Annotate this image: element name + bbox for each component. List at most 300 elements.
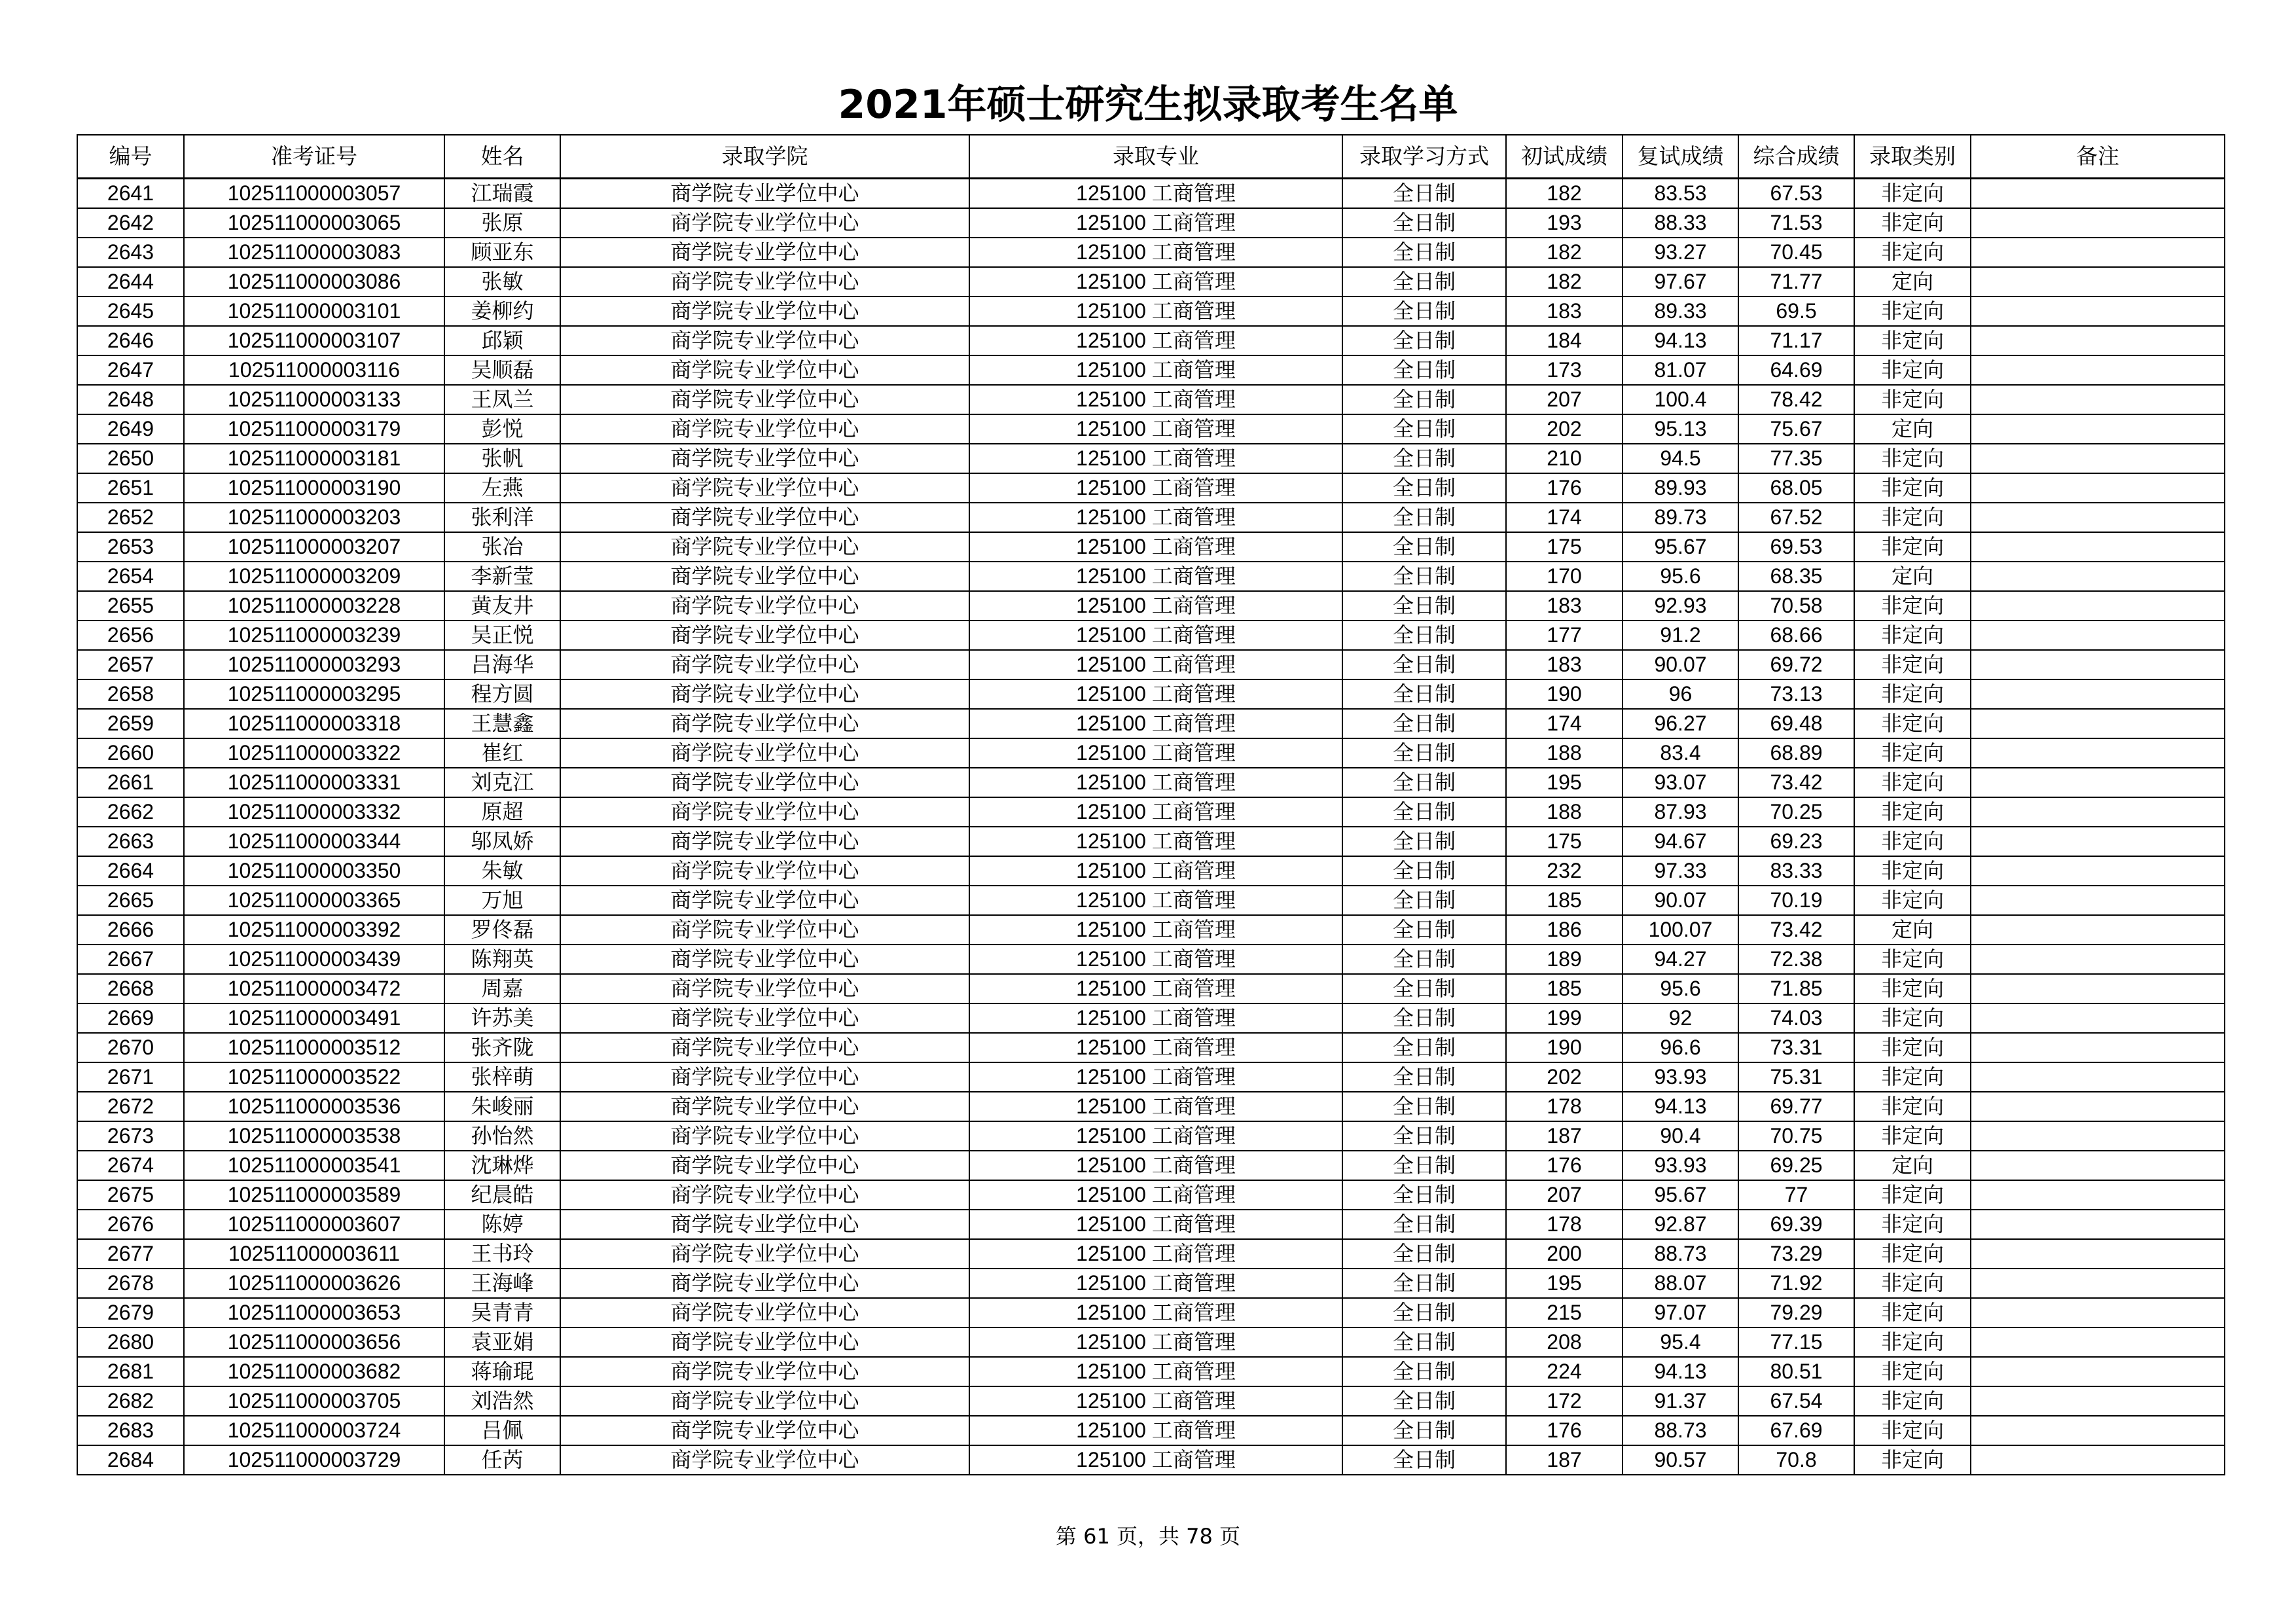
cell-category: 非定向 (1854, 385, 1971, 414)
cell-retest-score: 100.4 (1623, 385, 1738, 414)
cell-remarks (1971, 856, 2225, 886)
cell-college: 商学院专业学位中心 (560, 1416, 969, 1445)
cell-name: 张原 (444, 208, 560, 238)
table-header-row (77, 135, 2225, 179)
cell-college: 商学院专业学位中心 (560, 532, 969, 562)
cell-exam-id: 102511000003107 (184, 326, 444, 355)
cell-retest-score: 92.87 (1623, 1210, 1738, 1239)
cell-college: 商学院专业学位中心 (560, 1210, 969, 1239)
cell-category: 非定向 (1854, 1416, 1971, 1445)
cell-initial-score: 170 (1506, 562, 1623, 591)
cell-category: 定向 (1854, 915, 1971, 945)
cell-index: 2660 (77, 738, 184, 768)
header-category: 录取类别 (1854, 135, 1971, 179)
page-footer: 第 61 页，共 78 页 (1055, 1524, 1241, 1549)
cell-remarks (1971, 532, 2225, 562)
cell-retest-score: 97.33 (1623, 856, 1738, 886)
cell-college: 商学院专业学位中心 (560, 1092, 969, 1121)
cell-remarks (1971, 562, 2225, 591)
cell-name: 张利洋 (444, 503, 560, 532)
cell-study-mode: 全日制 (1342, 679, 1506, 709)
cell-major: 125100 工商管理 (969, 856, 1342, 886)
cell-major: 125100 工商管理 (969, 179, 1342, 209)
cell-study-mode: 全日制 (1342, 915, 1506, 945)
table-row (77, 1210, 2225, 1239)
cell-index: 2678 (77, 1269, 184, 1298)
cell-initial-score: 210 (1506, 444, 1623, 473)
cell-college: 商学院专业学位中心 (560, 297, 969, 326)
cell-initial-score: 178 (1506, 1092, 1623, 1121)
cell-category: 定向 (1854, 1151, 1971, 1180)
cell-exam-id: 102511000003439 (184, 945, 444, 974)
cell-college: 商学院专业学位中心 (560, 326, 969, 355)
cell-exam-id: 102511000003653 (184, 1298, 444, 1327)
cell-category: 非定向 (1854, 621, 1971, 650)
cell-name: 吴青青 (444, 1298, 560, 1327)
cell-college: 商学院专业学位中心 (560, 444, 969, 473)
cell-category: 非定向 (1854, 1386, 1971, 1416)
cell-study-mode: 全日制 (1342, 267, 1506, 297)
cell-initial-score: 215 (1506, 1298, 1623, 1327)
cell-total-score: 73.42 (1738, 768, 1854, 797)
cell-retest-score: 88.33 (1623, 208, 1738, 238)
cell-retest-score: 96 (1623, 679, 1738, 709)
cell-major: 125100 工商管理 (969, 1003, 1342, 1033)
cell-index: 2669 (77, 1003, 184, 1033)
cell-college: 商学院专业学位中心 (560, 650, 969, 679)
cell-total-score: 70.8 (1738, 1445, 1854, 1475)
cell-exam-id: 102511000003203 (184, 503, 444, 532)
cell-total-score: 69.77 (1738, 1092, 1854, 1121)
table-row (77, 827, 2225, 856)
header-major: 录取专业 (969, 135, 1342, 179)
cell-retest-score: 94.5 (1623, 444, 1738, 473)
header-study-mode: 录取学习方式 (1342, 135, 1506, 179)
table-row (77, 1445, 2225, 1475)
cell-name: 江瑞霞 (444, 179, 560, 209)
cell-college: 商学院专业学位中心 (560, 503, 969, 532)
cell-name: 许苏美 (444, 1003, 560, 1033)
cell-study-mode: 全日制 (1342, 827, 1506, 856)
cell-major: 125100 工商管理 (969, 562, 1342, 591)
cell-college: 商学院专业学位中心 (560, 1327, 969, 1357)
cell-exam-id: 102511000003522 (184, 1062, 444, 1092)
cell-category: 非定向 (1854, 1062, 1971, 1092)
cell-total-score: 73.31 (1738, 1033, 1854, 1062)
header-total-score: 综合成绩 (1738, 135, 1854, 179)
cell-retest-score: 83.4 (1623, 738, 1738, 768)
cell-total-score: 69.72 (1738, 650, 1854, 679)
cell-name: 顾亚东 (444, 238, 560, 267)
cell-remarks (1971, 1269, 2225, 1298)
cell-remarks (1971, 1003, 2225, 1033)
header-initial-score: 初试成绩 (1506, 135, 1623, 179)
cell-exam-id: 102511000003724 (184, 1416, 444, 1445)
cell-retest-score: 92 (1623, 1003, 1738, 1033)
cell-study-mode: 全日制 (1342, 650, 1506, 679)
cell-retest-score: 94.13 (1623, 1092, 1738, 1121)
cell-name: 王书玲 (444, 1239, 560, 1269)
table-row (77, 886, 2225, 915)
cell-name: 孙怡然 (444, 1121, 560, 1151)
cell-category: 非定向 (1854, 238, 1971, 267)
cell-college: 商学院专业学位中心 (560, 886, 969, 915)
cell-index: 2648 (77, 385, 184, 414)
cell-exam-id: 102511000003656 (184, 1327, 444, 1357)
cell-remarks (1971, 827, 2225, 856)
cell-index: 2645 (77, 297, 184, 326)
cell-retest-score: 93.07 (1623, 768, 1738, 797)
cell-college: 商学院专业学位中心 (560, 738, 969, 768)
cell-index: 2662 (77, 797, 184, 827)
table-row (77, 414, 2225, 444)
cell-major: 125100 工商管理 (969, 532, 1342, 562)
cell-name: 陈翔英 (444, 945, 560, 974)
cell-major: 125100 工商管理 (969, 797, 1342, 827)
cell-category: 非定向 (1854, 208, 1971, 238)
cell-college: 商学院专业学位中心 (560, 1180, 969, 1210)
cell-name: 蒋瑜琨 (444, 1357, 560, 1386)
cell-major: 125100 工商管理 (969, 738, 1342, 768)
cell-initial-score: 183 (1506, 297, 1623, 326)
cell-initial-score: 202 (1506, 1062, 1623, 1092)
cell-remarks (1971, 768, 2225, 797)
cell-name: 程方圆 (444, 679, 560, 709)
cell-name: 吴顺磊 (444, 355, 560, 385)
cell-initial-score: 176 (1506, 1151, 1623, 1180)
table-row (77, 974, 2225, 1003)
cell-initial-score: 182 (1506, 267, 1623, 297)
cell-major: 125100 工商管理 (969, 621, 1342, 650)
cell-study-mode: 全日制 (1342, 797, 1506, 827)
cell-major: 125100 工商管理 (969, 326, 1342, 355)
cell-major: 125100 工商管理 (969, 473, 1342, 503)
cell-remarks (1971, 1151, 2225, 1180)
cell-college: 商学院专业学位中心 (560, 621, 969, 650)
cell-college: 商学院专业学位中心 (560, 974, 969, 1003)
cell-index: 2671 (77, 1062, 184, 1092)
cell-category: 非定向 (1854, 738, 1971, 768)
cell-total-score: 68.66 (1738, 621, 1854, 650)
cell-index: 2652 (77, 503, 184, 532)
cell-index: 2642 (77, 208, 184, 238)
header-name: 姓名 (444, 135, 560, 179)
cell-college: 商学院专业学位中心 (560, 797, 969, 827)
cell-name: 李新莹 (444, 562, 560, 591)
cell-name: 朱峻丽 (444, 1092, 560, 1121)
cell-major: 125100 工商管理 (969, 1151, 1342, 1180)
cell-category: 非定向 (1854, 1239, 1971, 1269)
cell-initial-score: 174 (1506, 709, 1623, 738)
cell-remarks (1971, 945, 2225, 974)
cell-total-score: 77.15 (1738, 1327, 1854, 1357)
cell-index: 2673 (77, 1121, 184, 1151)
cell-major: 125100 工商管理 (969, 414, 1342, 444)
cell-category: 非定向 (1854, 768, 1971, 797)
cell-major: 125100 工商管理 (969, 1357, 1342, 1386)
cell-initial-score: 185 (1506, 974, 1623, 1003)
cell-remarks (1971, 1327, 2225, 1357)
cell-remarks (1971, 738, 2225, 768)
cell-category: 非定向 (1854, 179, 1971, 209)
cell-initial-score: 202 (1506, 414, 1623, 444)
cell-study-mode: 全日制 (1342, 414, 1506, 444)
cell-index: 2665 (77, 886, 184, 915)
cell-remarks (1971, 179, 2225, 209)
cell-total-score: 78.42 (1738, 385, 1854, 414)
cell-initial-score: 184 (1506, 326, 1623, 355)
table-row (77, 1180, 2225, 1210)
cell-remarks (1971, 1416, 2225, 1445)
cell-index: 2656 (77, 621, 184, 650)
cell-remarks (1971, 1239, 2225, 1269)
cell-index: 2643 (77, 238, 184, 267)
cell-exam-id: 102511000003344 (184, 827, 444, 856)
cell-category: 非定向 (1854, 1357, 1971, 1386)
cell-college: 商学院专业学位中心 (560, 1386, 969, 1416)
cell-study-mode: 全日制 (1342, 886, 1506, 915)
cell-retest-score: 90.07 (1623, 886, 1738, 915)
table-row (77, 738, 2225, 768)
cell-retest-score: 92.93 (1623, 591, 1738, 621)
cell-initial-score: 182 (1506, 179, 1623, 209)
cell-total-score: 69.39 (1738, 1210, 1854, 1239)
table-row (77, 1121, 2225, 1151)
cell-category: 非定向 (1854, 856, 1971, 886)
cell-remarks (1971, 1298, 2225, 1327)
cell-remarks (1971, 326, 2225, 355)
cell-category: 定向 (1854, 414, 1971, 444)
cell-category: 非定向 (1854, 886, 1971, 915)
cell-exam-id: 102511000003318 (184, 709, 444, 738)
cell-study-mode: 全日制 (1342, 1239, 1506, 1269)
cell-index: 2682 (77, 1386, 184, 1416)
cell-name: 罗佟磊 (444, 915, 560, 945)
cell-category: 非定向 (1854, 1121, 1971, 1151)
cell-study-mode: 全日制 (1342, 1151, 1506, 1180)
table-row (77, 1151, 2225, 1180)
table-row (77, 1298, 2225, 1327)
cell-college: 商学院专业学位中心 (560, 1239, 969, 1269)
cell-index: 2680 (77, 1327, 184, 1357)
cell-college: 商学院专业学位中心 (560, 473, 969, 503)
cell-total-score: 77 (1738, 1180, 1854, 1210)
cell-exam-id: 102511000003207 (184, 532, 444, 562)
cell-category: 非定向 (1854, 326, 1971, 355)
cell-retest-score: 95.67 (1623, 532, 1738, 562)
table-row (77, 915, 2225, 945)
cell-initial-score: 172 (1506, 1386, 1623, 1416)
cell-total-score: 68.05 (1738, 473, 1854, 503)
cell-study-mode: 全日制 (1342, 532, 1506, 562)
cell-major: 125100 工商管理 (969, 1445, 1342, 1475)
table-row (77, 1269, 2225, 1298)
table-row (77, 856, 2225, 886)
cell-exam-id: 102511000003350 (184, 856, 444, 886)
cell-exam-id: 102511000003536 (184, 1092, 444, 1121)
cell-study-mode: 全日制 (1342, 621, 1506, 650)
cell-category: 非定向 (1854, 355, 1971, 385)
cell-category: 非定向 (1854, 297, 1971, 326)
table-row (77, 1003, 2225, 1033)
cell-total-score: 71.77 (1738, 267, 1854, 297)
cell-major: 125100 工商管理 (969, 385, 1342, 414)
cell-initial-score: 174 (1506, 503, 1623, 532)
cell-name: 朱敏 (444, 856, 560, 886)
cell-retest-score: 97.07 (1623, 1298, 1738, 1327)
cell-study-mode: 全日制 (1342, 238, 1506, 267)
cell-initial-score: 199 (1506, 1003, 1623, 1033)
cell-retest-score: 95.6 (1623, 974, 1738, 1003)
cell-remarks (1971, 1445, 2225, 1475)
cell-retest-score: 95.4 (1623, 1327, 1738, 1357)
cell-major: 125100 工商管理 (969, 1416, 1342, 1445)
cell-major: 125100 工商管理 (969, 945, 1342, 974)
cell-retest-score: 95.67 (1623, 1180, 1738, 1210)
cell-retest-score: 90.07 (1623, 650, 1738, 679)
cell-remarks (1971, 679, 2225, 709)
cell-exam-id: 102511000003181 (184, 444, 444, 473)
cell-college: 商学院专业学位中心 (560, 1062, 969, 1092)
cell-category: 非定向 (1854, 945, 1971, 974)
cell-remarks (1971, 974, 2225, 1003)
cell-retest-score: 95.13 (1623, 414, 1738, 444)
cell-major: 125100 工商管理 (969, 1239, 1342, 1269)
cell-remarks (1971, 650, 2225, 679)
cell-index: 2658 (77, 679, 184, 709)
cell-major: 125100 工商管理 (969, 886, 1342, 915)
cell-exam-id: 102511000003116 (184, 355, 444, 385)
cell-retest-score: 94.13 (1623, 326, 1738, 355)
cell-exam-id: 102511000003332 (184, 797, 444, 827)
table-row (77, 1239, 2225, 1269)
cell-study-mode: 全日制 (1342, 355, 1506, 385)
cell-name: 陈婷 (444, 1210, 560, 1239)
cell-total-score: 69.53 (1738, 532, 1854, 562)
cell-major: 125100 工商管理 (969, 827, 1342, 856)
cell-college: 商学院专业学位中心 (560, 238, 969, 267)
cell-retest-score: 91.2 (1623, 621, 1738, 650)
cell-total-score: 70.19 (1738, 886, 1854, 915)
cell-college: 商学院专业学位中心 (560, 1003, 969, 1033)
cell-study-mode: 全日制 (1342, 945, 1506, 974)
cell-index: 2659 (77, 709, 184, 738)
page-title: 2021年硕士研究生拟录取考生名单 (838, 82, 1458, 128)
cell-remarks (1971, 591, 2225, 621)
cell-exam-id: 102511000003228 (184, 591, 444, 621)
cell-name: 王慧鑫 (444, 709, 560, 738)
cell-exam-id: 102511000003626 (184, 1269, 444, 1298)
cell-retest-score: 87.93 (1623, 797, 1738, 827)
cell-category: 非定向 (1854, 1327, 1971, 1357)
cell-total-score: 70.58 (1738, 591, 1854, 621)
cell-initial-score: 173 (1506, 355, 1623, 385)
cell-total-score: 69.48 (1738, 709, 1854, 738)
cell-initial-score: 175 (1506, 827, 1623, 856)
cell-retest-score: 95.6 (1623, 562, 1738, 591)
cell-total-score: 73.42 (1738, 915, 1854, 945)
cell-remarks (1971, 444, 2225, 473)
cell-initial-score: 176 (1506, 473, 1623, 503)
cell-name: 张帆 (444, 444, 560, 473)
cell-exam-id: 102511000003538 (184, 1121, 444, 1151)
cell-college: 商学院专业学位中心 (560, 562, 969, 591)
cell-study-mode: 全日制 (1342, 1445, 1506, 1475)
cell-index: 2670 (77, 1033, 184, 1062)
cell-total-score: 72.38 (1738, 945, 1854, 974)
cell-exam-id: 102511000003729 (184, 1445, 444, 1475)
cell-remarks (1971, 238, 2225, 267)
cell-study-mode: 全日制 (1342, 503, 1506, 532)
cell-initial-score: 195 (1506, 1269, 1623, 1298)
cell-exam-id: 102511000003179 (184, 414, 444, 444)
table-row (77, 238, 2225, 267)
cell-major: 125100 工商管理 (969, 1327, 1342, 1357)
cell-exam-id: 102511000003083 (184, 238, 444, 267)
cell-index: 2649 (77, 414, 184, 444)
cell-initial-score: 176 (1506, 1416, 1623, 1445)
cell-retest-score: 93.93 (1623, 1151, 1738, 1180)
cell-study-mode: 全日制 (1342, 1327, 1506, 1357)
cell-initial-score: 200 (1506, 1239, 1623, 1269)
cell-initial-score: 195 (1506, 768, 1623, 797)
cell-major: 125100 工商管理 (969, 1092, 1342, 1121)
cell-name: 沈琳烨 (444, 1151, 560, 1180)
cell-study-mode: 全日制 (1342, 297, 1506, 326)
cell-name: 刘浩然 (444, 1386, 560, 1416)
cell-index: 2657 (77, 650, 184, 679)
cell-name: 张齐陇 (444, 1033, 560, 1062)
cell-initial-score: 207 (1506, 385, 1623, 414)
cell-retest-score: 94.13 (1623, 1357, 1738, 1386)
cell-name: 吕海华 (444, 650, 560, 679)
cell-index: 2667 (77, 945, 184, 974)
cell-remarks (1971, 797, 2225, 827)
cell-category: 非定向 (1854, 532, 1971, 562)
cell-exam-id: 102511000003365 (184, 886, 444, 915)
cell-exam-id: 102511000003239 (184, 621, 444, 650)
cell-total-score: 69.23 (1738, 827, 1854, 856)
cell-total-score: 69.5 (1738, 297, 1854, 326)
cell-study-mode: 全日制 (1342, 1180, 1506, 1210)
cell-total-score: 79.29 (1738, 1298, 1854, 1327)
cell-index: 2666 (77, 915, 184, 945)
cell-index: 2654 (77, 562, 184, 591)
cell-index: 2668 (77, 974, 184, 1003)
cell-category: 非定向 (1854, 974, 1971, 1003)
cell-name: 张冶 (444, 532, 560, 562)
cell-initial-score: 232 (1506, 856, 1623, 886)
cell-index: 2679 (77, 1298, 184, 1327)
cell-name: 原超 (444, 797, 560, 827)
cell-study-mode: 全日制 (1342, 1269, 1506, 1298)
cell-study-mode: 全日制 (1342, 591, 1506, 621)
cell-major: 125100 工商管理 (969, 1269, 1342, 1298)
cell-college: 商学院专业学位中心 (560, 1298, 969, 1327)
cell-category: 非定向 (1854, 709, 1971, 738)
cell-retest-score: 96.6 (1623, 1033, 1738, 1062)
header-retest-score: 复试成绩 (1623, 135, 1738, 179)
cell-name: 吕佩 (444, 1416, 560, 1445)
cell-name: 袁亚娟 (444, 1327, 560, 1357)
cell-retest-score: 88.73 (1623, 1239, 1738, 1269)
cell-major: 125100 工商管理 (969, 1033, 1342, 1062)
cell-index: 2655 (77, 591, 184, 621)
cell-major: 125100 工商管理 (969, 915, 1342, 945)
cell-total-score: 67.52 (1738, 503, 1854, 532)
cell-total-score: 83.33 (1738, 856, 1854, 886)
cell-study-mode: 全日制 (1342, 1092, 1506, 1121)
